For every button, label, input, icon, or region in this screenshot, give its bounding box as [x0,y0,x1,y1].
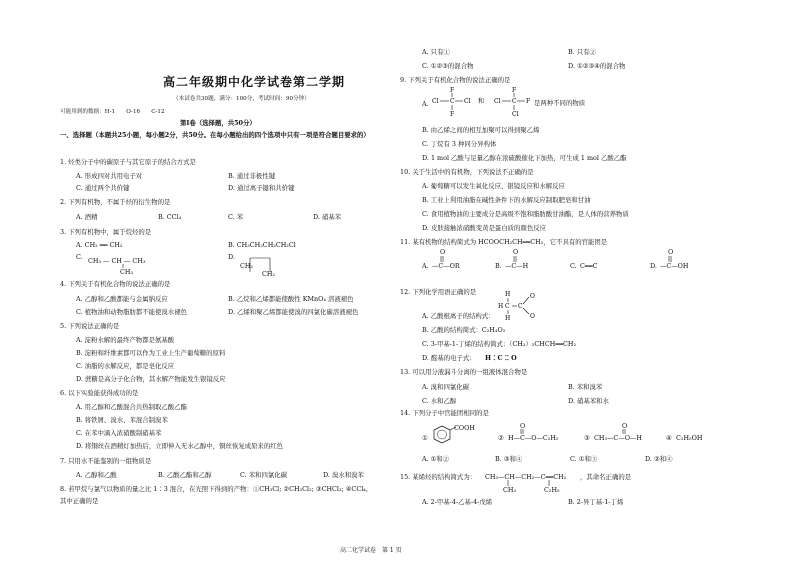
q15-main-chain: CH₃—CH—CH₂—C══CH₂ [485,473,567,481]
q9-atom-c2: C [512,98,517,105]
q14-item-3: ③ [584,434,590,442]
option: B. 淀粉和纤维素都可以作为工业上生产葡萄糖的原料 [76,349,226,357]
option: D. 蔗糖是高分子化合物，其水解产物能发生银镜反应 [76,375,226,383]
option: D. ②和④ [645,455,673,463]
option: C. [570,262,577,270]
q9-and: 和 [478,98,485,105]
question-stem: 10. 关于生活中的有机物，下列说法不正确的是 [400,168,534,176]
option: D. 硝基苯和水 [568,397,609,405]
q14-acid-o: O [622,422,628,430]
option: B. 乙酸的结构简式：C₂H₄O₂ [422,326,506,334]
option: C. 在苯中滴入浓硝酸制硝基苯 [76,429,162,437]
q9-atom-cl4: Cl [512,111,519,118]
option: D. 通过离子键和共价键 [228,184,295,192]
q9-option-a-label: A. [422,100,429,108]
section-heading: 第Ⅰ卷（选择题，共50分） [180,119,256,127]
q12-c1: C [505,303,510,310]
q14-item-2: ② [498,434,504,442]
option: C. [76,253,83,261]
option: B. 乙烷和乙烯都能使酸性 KMnO₄ 溶液褪色 [228,295,354,303]
option: A. ①和② [422,455,450,463]
q12-o-bottom: O [530,313,535,320]
option: D. 皮肤接触浓硝酸变黄是蛋白质的颜色反应 [422,224,546,232]
option: C. 3-甲基-1-丁烯的结构简式：（CH₃）₂CHCH══CH₂ [422,340,577,348]
option: A. 乙酸根离子的结构式： [422,312,495,320]
q14-cooh: COOH [454,424,475,432]
q14-acid: CH₃—C—O—H [594,434,642,442]
option: B. 乙酸乙酯和乙醇 [158,471,212,479]
option: C. 植物油和动物脂肪都不能使溴水褪色 [76,308,187,316]
option: B. 2-异丁基-1-丁烯 [568,498,624,506]
q11-group-a: —C—OR [432,262,460,270]
q14-ester: H—C—O—C₂H₅ [508,434,559,442]
option: B. 只有② [568,48,596,56]
q12-c2: C [518,303,523,310]
question-stem: 6. 以下实验能获得成功的是 [60,389,139,397]
option: A. [422,262,429,270]
option: B. 通过非极性键 [228,172,276,180]
q3d-right: CH₂ [262,270,276,278]
option: D. 将铜丝在酒精灯加热后，立即伸入无水乙醇中，铜丝恢复成原来的红色 [76,442,284,450]
q15-sub-ethyl: C₂H₅ [544,486,560,494]
q9-atom-f3: F [512,87,517,94]
q9-option-a-text: 是两种不同的物质 [534,99,586,107]
question-stem: 8. 若甲烷与氯气以物质的量之比 1∶3 混合，在光照下得到的产物：①CH₃Cl; ②CH₂Cl₂; ③CHCl₃; ④CCl₄, [60,485,368,493]
question-stem: 15. 某烯烃的结构简式为： [400,473,477,481]
q11-group-b: —C—H [505,262,529,270]
q9-atom-cl3: Cl [494,98,501,105]
option: A. 淀粉水解的最终产物都是氨基酸 [76,336,175,344]
option: B. CCl₄ [158,213,182,221]
q15-tail: ，其命名正确的是 [580,473,632,481]
q12-h-left: H [498,303,504,310]
q14-item-1: ① [422,434,428,442]
option: D. 乙烯和聚乙烯都能使溴的四氯化碳溶液褪色 [228,308,359,316]
option: C. 苯和四氯化碳 [240,471,288,479]
q11-oxygen-d: O [668,248,674,256]
q3c-main-chain: CH₃ — CH — CH₃ [88,257,146,265]
option: D. 1 mol 乙酸与足量乙醇在浓硫酸催化下加热，可生成 1 mol 乙酸乙酯 [422,154,627,162]
question-stem: 12. 下列化学用语正确的是 [400,288,477,296]
question-stem: 1. 烃类分子中的碳原子与其它原子的结合方式是 [60,158,196,166]
option: C. 通过两个共价键 [76,184,130,192]
question-stem: 14. 下列分子中官能团相同的是 [400,409,489,417]
q14-ester-o: O [520,422,526,430]
question-stem-cont: 其中正确的是 [60,497,99,505]
option: B. [495,262,502,270]
option: A. CH₂ ══ CH₂ [76,241,123,249]
question-stem: 13. 可以用分液漏斗分离的一组液体混合物是 [400,368,528,376]
question-stem: 4. 下列关于有机化合物的说法正确的是 [60,280,171,288]
option: A. 乙醇和乙酸都能与金属钠反应 [76,295,168,303]
option: C. 苯 [228,213,244,221]
q15-sub-methyl: CH₃ [503,486,517,494]
q11-group-c: C══C [580,262,598,270]
q3d-left: CH₂ [240,262,254,270]
atomic-masses: 可能用到的数据：H-1 O-16 C-12 [60,109,165,115]
option: A. 葡萄糖可以发生氧化反应、银镜反应和水解反应 [422,182,565,190]
q12-h-top: H [505,291,511,298]
option: A. 2-甲基-4-乙基-4-戊烯 [422,498,493,506]
question-stem: 5. 下列说法正确的是 [60,322,120,330]
option: D. 醛基的电子式： [422,354,476,362]
option: B. 工业上利用油脂在碱性条件下的水解反应制取肥皂和甘油 [422,196,591,204]
option: A. 酒精 [76,213,98,221]
q3c-substituent: CH₃ [120,268,134,276]
q9-atom-f2: F [450,111,455,118]
page-footer: 高二化学试卷 第 1 页 [340,547,402,554]
q14-item-4: ④ [666,434,672,442]
option: D. [650,262,657,270]
option: B. 将铁屑、溴水、苯混合制溴苯 [76,416,168,424]
q12-electron-dot: H ⁚ C ⁚⁚ O [485,354,517,362]
question-stem: 7. 只用水不能鉴别的一组物质是 [60,457,152,465]
q9-atom-f1: F [450,87,455,94]
option: C. 水和乙醇 [422,397,457,405]
q11-oxygen-a: O [440,248,446,256]
option: D. 硝基苯 [313,213,342,221]
exam-title: 高二年级期中化学试卷第二学期 [163,75,346,89]
q9-atom-cl2: Cl [464,98,471,105]
q11-oxygen-b: O [513,248,519,256]
option: A. 乙醇和乙酸 [76,471,117,479]
option: C. 丁烷有 3 种同分异构体 [422,140,497,148]
question-stem: 11. 某有机物的结构简式为 HCOOCH₂CH══CH₂，它不具有的官能团是 [400,238,608,246]
option: A. 形成四对共用电子对 [76,172,143,180]
option: D. [228,253,235,261]
option: B. 苯和溴苯 [568,383,603,391]
question-stem: 2. 下列有机物，不属于烃的衍生物的是 [60,198,171,206]
q12-h-bottom: H [505,315,511,322]
option: A. 用乙醇和乙酸混合共热制取乙酸乙酯 [76,403,187,411]
q12-o-top: O [530,293,535,300]
option: B. 由乙烯之间的相互加聚可以得到聚乙烯 [422,126,540,134]
q9-atom-cl1: Cl [432,98,439,105]
option: D. 溴水和溴苯 [323,471,364,479]
option: B. CH₃CH₂CH₂CH₂Cl [228,241,296,249]
option: A. 只有① [422,48,450,56]
option: C. 油脂的水解反应，都是皂化反应 [76,362,175,370]
question-stem: 3. 下列有机物中，属于烷烃的是 [60,228,152,236]
option: B. ③和④ [495,455,523,463]
q9-atom-c1: C [450,98,455,105]
option: C. ①和③ [570,455,598,463]
q11-group-d: —C—OH [660,262,689,270]
option: C. 食用植物油的主要成分是高级不饱和脂肪酸甘油酯，是人体的营养物质 [422,210,629,218]
q14-ethanol: C₂H₅OH [676,434,703,442]
exam-subtitle: （本试卷共30题，满分：100分，考试时间：90分钟） [173,96,310,102]
option: A. 溴和四氯化碳 [422,383,470,391]
section-instruction: 一、选择题（本题共25小题，每小题2分，共50分。在每小题给出的四个选项中只有一项是符合题目要求的） [60,131,370,139]
q9-atom-f4: F [526,98,531,105]
option: C. ①②③的混合物 [422,62,474,70]
question-stem: 9. 下列关于有机化合物的说法正确的是 [400,76,511,84]
option: D. ①②③④的混合物 [568,62,626,70]
